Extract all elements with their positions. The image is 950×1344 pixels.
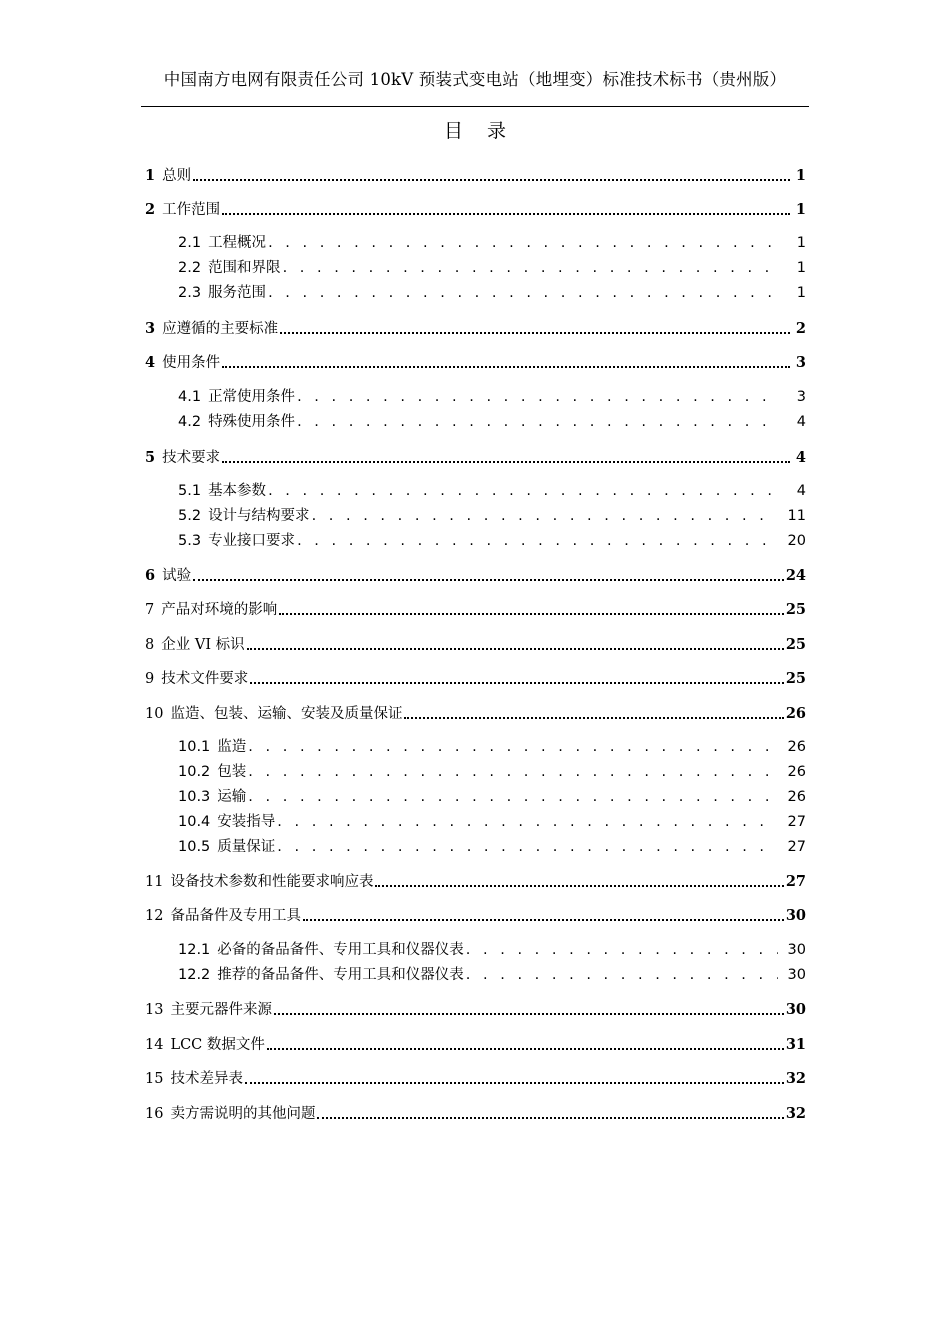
toc-entry-label: 服务范围	[208, 285, 267, 301]
toc-entry-number: 5.3	[178, 533, 202, 549]
toc-entry-number: 15	[145, 1071, 164, 1087]
toc-entry-label: 卖方需说明的其他问题	[170, 1106, 316, 1122]
toc-entry-number: 2.2	[178, 260, 202, 276]
toc-entry-number: 3	[145, 320, 156, 337]
toc-entry-page: 24	[785, 567, 806, 584]
toc-entry-12[interactable]	[145, 906, 806, 926]
toc-entry-page: 2	[795, 320, 806, 337]
toc-entry-label: 技术差异表	[170, 1071, 243, 1087]
toc-entry-number: 5	[145, 449, 156, 466]
toc-entry-label: 必备的备品备件、专用工具和仪器仪表	[217, 942, 464, 958]
dot-leader	[222, 461, 790, 463]
dot-leader	[297, 387, 778, 407]
toc-entry-label: 特殊使用条件	[208, 414, 296, 430]
toc-entry-page: 31	[785, 1036, 806, 1053]
dot-leader	[248, 787, 778, 807]
toc-entry-page: 3	[796, 389, 806, 405]
toc-title	[0, 116, 950, 143]
dot-leader	[297, 531, 778, 551]
toc-entry-page: 27	[787, 839, 806, 855]
toc-entry-page: 1	[796, 260, 806, 276]
toc-entry-page: 25	[785, 601, 806, 618]
toc-entry-5[interactable]	[145, 448, 806, 468]
dot-leader	[317, 1117, 783, 1119]
toc-entry-10-3[interactable]	[178, 787, 806, 807]
toc-entry-4[interactable]	[145, 353, 806, 373]
dot-leader	[404, 717, 783, 719]
toc-entry-page: 32	[785, 1105, 806, 1122]
dot-leader	[268, 283, 778, 303]
toc-entry-page: 32	[785, 1070, 806, 1087]
dot-leader	[277, 812, 778, 832]
toc-entry-label: 设备技术参数和性能要求响应表	[170, 874, 374, 890]
toc-entry-label: 使用条件	[162, 355, 221, 371]
dot-leader	[466, 940, 778, 960]
toc-entry-page: 4	[795, 449, 806, 466]
toc-entry-page: 25	[785, 636, 806, 653]
toc-entry-10-4[interactable]	[178, 812, 806, 832]
toc-entry-number: 4	[145, 354, 156, 371]
toc-entry-number: 9	[145, 671, 155, 687]
toc-entry-4-2[interactable]	[178, 412, 806, 432]
toc-entry-10-2[interactable]	[178, 762, 806, 782]
toc-entry-number: 11	[145, 874, 164, 890]
dot-leader	[280, 332, 790, 334]
toc-entry-number: 6	[145, 567, 156, 584]
dot-leader	[193, 579, 784, 581]
toc-entry-label: 试验	[162, 568, 192, 584]
toc-entry-6[interactable]	[145, 566, 806, 586]
toc-entry-5-3[interactable]	[178, 531, 806, 551]
toc-entry-1[interactable]	[145, 166, 806, 186]
toc-entry-label: 备品备件及专用工具	[170, 908, 301, 924]
toc-entry-16[interactable]	[145, 1104, 806, 1124]
toc-entry-page: 26	[787, 739, 806, 755]
dot-leader	[222, 366, 790, 368]
toc-entry-label: 主要元器件来源	[170, 1002, 272, 1018]
toc-entry-number: 2.1	[178, 235, 202, 251]
toc-entry-label: 工程概况	[208, 235, 267, 251]
toc-entry-page: 1	[795, 167, 806, 184]
toc-entry-13[interactable]	[145, 1000, 806, 1020]
toc-entry-page: 27	[787, 814, 806, 830]
toc-entry-number: 7	[145, 602, 155, 618]
toc-entry-number: 5.2	[178, 508, 202, 524]
toc-entry-label: 专业接口要求	[208, 533, 296, 549]
toc-entry-number: 12	[145, 908, 164, 924]
dot-leader	[250, 682, 784, 684]
toc-entry-page: 26	[787, 764, 806, 780]
toc-entry-page: 26	[787, 789, 806, 805]
toc-entry-page: 25	[785, 670, 806, 687]
toc-entry-7[interactable]	[145, 600, 806, 620]
toc-entry-page: 1	[796, 285, 806, 301]
toc-entry-number: 10.3	[178, 789, 211, 805]
toc-entry-page: 30	[787, 942, 806, 958]
toc-entry-label: 安装指导	[217, 814, 276, 830]
toc-title-char: 目	[443, 120, 463, 142]
toc-entry-label: 质量保证	[217, 839, 276, 855]
dot-leader	[268, 481, 778, 501]
toc-entry-page: 27	[785, 873, 806, 890]
dot-leader	[283, 258, 778, 278]
toc-entry-11[interactable]	[145, 872, 806, 892]
toc-entry-page: 11	[787, 508, 806, 524]
toc-entry-page: 4	[796, 483, 806, 499]
toc-entry-number: 1	[145, 167, 156, 184]
toc-entry-label: 运输	[217, 789, 247, 805]
toc-entry-label: 设计与结构要求	[208, 508, 310, 524]
toc-entry-2[interactable]	[145, 200, 806, 220]
toc-entry-15[interactable]	[145, 1069, 806, 1089]
toc-entry-8[interactable]	[145, 635, 806, 655]
dot-leader	[297, 412, 778, 432]
dot-leader	[193, 179, 790, 181]
toc-entry-page: 1	[795, 201, 806, 218]
toc-entry-label: 包装	[217, 764, 247, 780]
toc-entry-label: 范围和界限	[208, 260, 281, 276]
toc-entry-label: 工作范围	[162, 202, 221, 218]
toc-entry-number: 2.3	[178, 285, 202, 301]
toc-entry-9[interactable]	[145, 669, 806, 689]
dot-leader	[245, 1082, 784, 1084]
header-rule	[141, 106, 809, 107]
toc-entry-number: 8	[145, 637, 155, 653]
dot-leader	[267, 1048, 784, 1050]
document-header: 中国南方电网有限责任公司 10kV 预装式变电站（地埋变）标准技术标书（贵州版）	[163, 70, 787, 89]
toc-entry-number: 10.2	[178, 764, 211, 780]
toc-entry-page: 30	[785, 1001, 806, 1018]
toc-title-char: 录	[487, 120, 507, 142]
toc-entry-10-1[interactable]	[178, 737, 806, 757]
toc-entry-number: 13	[145, 1002, 164, 1018]
toc-entry-label: 推荐的备品备件、专用工具和仪器仪表	[217, 967, 464, 983]
dot-leader	[268, 233, 778, 253]
dot-leader	[248, 737, 778, 757]
toc-entry-label: 监造、包装、运输、安装及质量保证	[170, 706, 403, 722]
toc-entry-number: 12.1	[178, 942, 211, 958]
dot-leader	[375, 885, 783, 887]
toc-entry-label: 企业 VI 标识	[161, 637, 245, 653]
toc-entry-label: 正常使用条件	[208, 389, 296, 405]
toc-entry-label: 总则	[162, 168, 192, 184]
dot-leader	[466, 965, 778, 985]
toc-entry-12-2[interactable]	[178, 965, 806, 985]
toc-entry-number: 4.1	[178, 389, 202, 405]
toc-entry-label: 应遵循的主要标准	[162, 321, 279, 337]
toc-entry-page: 4	[796, 414, 806, 430]
toc-entry-page: 30	[787, 967, 806, 983]
toc-entry-label: 技术文件要求	[161, 671, 249, 687]
dot-leader	[248, 762, 778, 782]
toc-entry-label: 监造	[217, 739, 247, 755]
dot-leader	[247, 648, 784, 650]
toc-entry-label: 基本参数	[208, 483, 267, 499]
toc-entry-page: 1	[796, 235, 806, 251]
toc-entry-number: 10.1	[178, 739, 211, 755]
toc-entry-14[interactable]	[145, 1035, 806, 1055]
toc-entry-12-1[interactable]	[178, 940, 806, 960]
dot-leader	[303, 919, 784, 921]
dot-leader	[277, 837, 778, 857]
toc-entry-number: 2	[145, 201, 156, 218]
toc-entry-number: 5.1	[178, 483, 202, 499]
toc-entry-number: 14	[145, 1037, 164, 1053]
toc-entry-number: 12.2	[178, 967, 211, 983]
toc-entry-5-1[interactable]	[178, 481, 806, 501]
toc-entry-page: 26	[785, 705, 806, 722]
toc-entry-2-2[interactable]	[178, 258, 806, 278]
dot-leader	[222, 213, 790, 215]
toc-entry-number: 10	[145, 706, 164, 722]
toc-entry-2-3[interactable]	[178, 283, 806, 303]
dot-leader	[279, 613, 784, 615]
toc-entry-number: 4.2	[178, 414, 202, 430]
dot-leader	[312, 506, 778, 526]
toc-entry-10[interactable]	[145, 704, 806, 724]
dot-leader	[274, 1013, 784, 1015]
toc-entry-page: 20	[787, 533, 806, 549]
toc-entry-4-1[interactable]	[178, 387, 806, 407]
toc-entry-number: 16	[145, 1106, 164, 1122]
toc-entry-label: LCC 数据文件	[170, 1037, 265, 1053]
toc-entry-10-5[interactable]	[178, 837, 806, 857]
toc-entry-number: 10.5	[178, 839, 211, 855]
toc-entry-label: 产品对环境的影响	[161, 602, 278, 618]
toc-entry-2-1[interactable]	[178, 233, 806, 253]
toc-entry-label: 技术要求	[162, 450, 221, 466]
toc-entry-number: 10.4	[178, 814, 211, 830]
toc-entry-page: 3	[795, 354, 806, 371]
toc-entry-5-2[interactable]	[178, 506, 806, 526]
toc-entry-3[interactable]	[145, 319, 806, 339]
toc-entry-page: 30	[785, 907, 806, 924]
